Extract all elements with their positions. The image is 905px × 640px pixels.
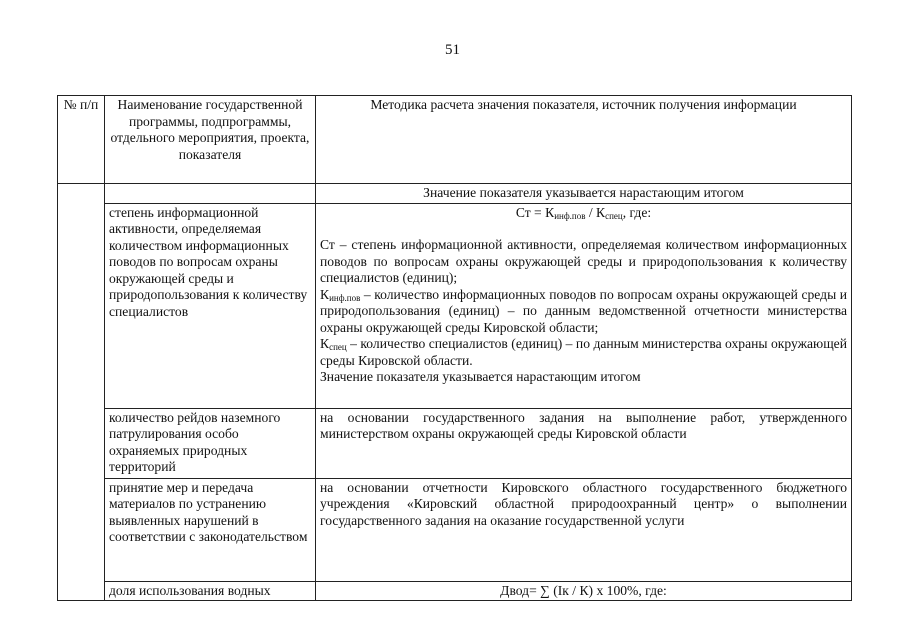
num-cell — [58, 184, 105, 601]
formula: Ст = $К_{инф.пов} / К_{спец}$, где: — [515, 204, 652, 221]
name-cell: доля использования водных — [105, 581, 316, 601]
header-num: № п/п — [58, 96, 105, 184]
definition-k-spec: $К_{спец}$ – количество специалистов (единиц) – по данным министерства охраны окружающей среды Кировской области. — [320, 336, 847, 368]
method-cell: на основании государственного задания на выполнение работ, утвержденного министерством охраны окружающей среды Кировской области — [316, 408, 852, 478]
name-cell — [105, 184, 316, 204]
definition-st: Ст – степень информационной активности, определяемая количеством информационных поводов по вопросам охраны окружающей среды и природопользования к количеству специалистов (единиц); — [320, 237, 847, 285]
name-cell: количество рейдов наземного патрулирования особо охраняемых природных территорий — [105, 408, 316, 478]
page-number: 51 — [445, 42, 460, 58]
method-cell — [316, 203, 852, 408]
method-cell: Двод= ∑ (Iк / К) х 100%, где: — [316, 581, 852, 601]
table-row — [58, 478, 852, 581]
table-row — [58, 203, 852, 408]
header-method: Методика расчета значения показателя, источник получения информации — [316, 96, 852, 184]
header-name: Наименование государственной программы, подпрограммы, отдельного мероприятия, проекта, показателя — [105, 96, 316, 184]
definition-k-inf: $К_{инф.пов}$ – количество информационных поводов по вопросам охраны окружающей среды и природопользования (единиц) – по данным ведомственной отчетности министерства охраны окружающей среды Кировской области; — [320, 286, 847, 335]
table-row — [58, 184, 852, 204]
method-cell: на основании отчетности Кировского областного государственного бюджетного учреждения «Кировский областной природоохранный центр» о выполнении государственного задания на оказание государственной услуги — [316, 478, 852, 581]
method-cell: Значение показателя указывается нарастающим итогом — [316, 184, 852, 204]
name-cell: принятие мер и передача материалов по устранению выявленных нарушений в соответствии с законодательством — [105, 478, 316, 581]
table-row — [58, 581, 852, 601]
table-header-row — [58, 96, 852, 184]
indicator-table — [57, 95, 852, 601]
table-row — [58, 408, 852, 478]
cumulative-note: Значение показателя указывается нарастающим итогом — [320, 369, 641, 384]
name-cell: степень информационной активности, определяемая количеством информационных поводов по вопросам охраны окружающей среды и природопользования к количеству специалистов — [105, 203, 316, 408]
